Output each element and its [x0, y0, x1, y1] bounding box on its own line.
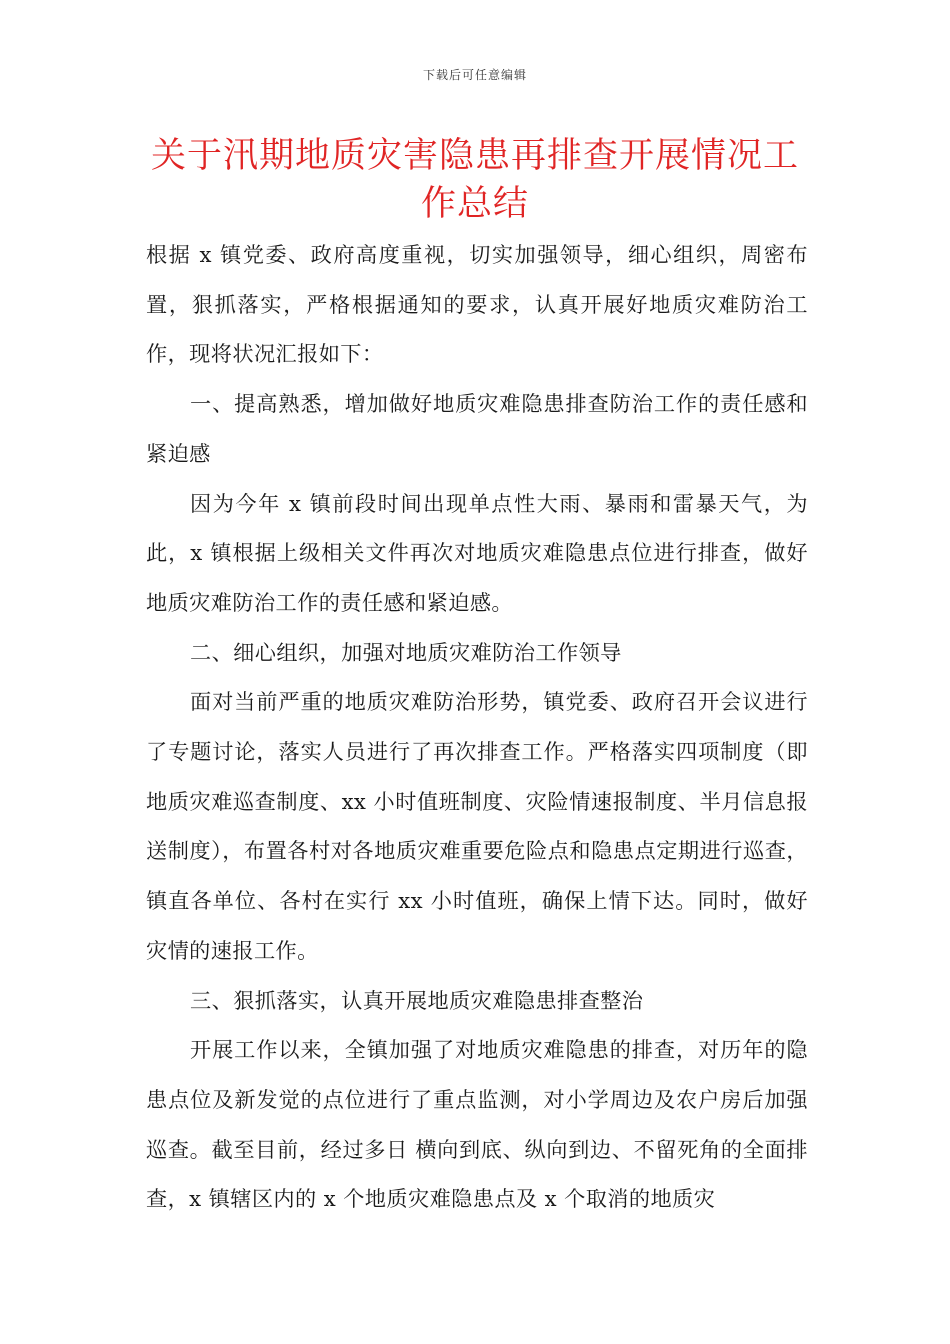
- section-heading-2: 二、细心组织，加强对地质灾难防治工作领导: [190, 639, 622, 665]
- section-heading-1: 一、提高熟悉，增加做好地质灾难隐患排查防治工作的责任感和紧迫感: [146, 391, 808, 466]
- document-title: 关于汛期地质灾害隐患再排查开展情况工作总结: [150, 136, 799, 224]
- body-paragraph-3: 开展工作以来，全镇加强了对地质灾难隐患的排查，对历年的隐患点位及新发觉的点位进行了重点监测，对小学周边及农户房后加强巡查。截至目前，经过多日 横向到底、纵向到边、不留死角的全面排查，x 镇辖区内的 x 个地质灾难隐患点及 x 个取消的地质灾: [146, 1037, 808, 1212]
- intro-paragraph: 根据 x 镇党委、政府高度重视，切实加强领导，细心组织，周密布置，狠抓落实，严格根据通知的要求，认真开展好地质灾难防治工作，现将状况汇报如下：: [146, 242, 808, 367]
- section-heading-3: 三、狠抓落实，认真开展地质灾难隐患排查整治: [190, 987, 644, 1013]
- document-body: [146, 230, 808, 1224]
- body-paragraph-1: 因为今年 x 镇前段时间出现单点性大雨、暴雨和雷暴天气，为此，x 镇根据上级相关文件再次对地质灾难隐患点位进行排查，做好地质灾难防治工作的责任感和紧迫感。: [146, 490, 808, 615]
- header-note: 下载后可任意编辑: [422, 68, 527, 82]
- body-paragraph-2: 面对当前严重的地质灾难防治形势，镇党委、政府召开会议进行了专题讨论，落实人员进行了再次排查工作。严格落实四项制度（即地质灾难巡查制度、xx 小时值班制度、灾险情速报制度、半月信息报送制度），布置各村对各地质灾难重要危险点和隐患点定期进行巡查，镇直各单位、各村在实行 xx 小时值班，确保上情下达。同时，做好灾情的速报工作。: [146, 689, 808, 963]
